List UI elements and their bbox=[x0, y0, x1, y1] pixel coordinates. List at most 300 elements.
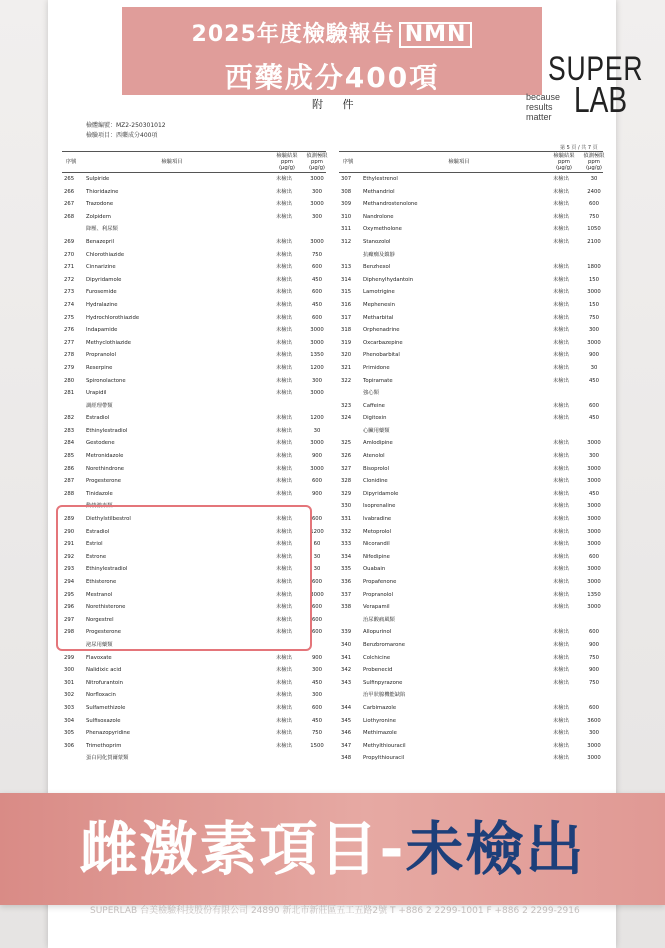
row-limit: 600 bbox=[311, 704, 323, 711]
row-result: 未檢出 bbox=[276, 251, 292, 258]
header-no: 序號 bbox=[342, 159, 354, 165]
row-number: 309 bbox=[341, 201, 352, 208]
row-result: 未檢出 bbox=[276, 289, 292, 296]
row-limit: 3000 bbox=[310, 327, 324, 334]
row-number: 332 bbox=[341, 528, 352, 535]
row-item-name: Propranolol bbox=[86, 352, 116, 359]
row-limit: 150 bbox=[588, 276, 600, 283]
banner-line-1 bbox=[122, 17, 542, 48]
row-number: 283 bbox=[64, 427, 75, 434]
row-number: 270 bbox=[64, 251, 75, 258]
table-row bbox=[339, 513, 603, 526]
row-number: 282 bbox=[64, 415, 75, 422]
row-limit: 300 bbox=[311, 188, 323, 195]
table-row bbox=[339, 677, 603, 690]
row-limit: 600 bbox=[588, 402, 600, 409]
row-result: 未檢出 bbox=[276, 692, 292, 699]
table-row bbox=[339, 601, 603, 614]
row-item-name: Topiramate bbox=[363, 377, 393, 384]
row-result: 未檢出 bbox=[276, 276, 292, 283]
row-limit: 3000 bbox=[587, 528, 601, 535]
row-limit: 600 bbox=[588, 201, 600, 208]
table-row bbox=[339, 286, 603, 299]
row-item-name: Methandriol bbox=[363, 188, 395, 195]
row-result: 未檢出 bbox=[276, 339, 292, 346]
row-limit: 3000 bbox=[310, 390, 324, 397]
row-item-name: Nitrofurantoin bbox=[86, 679, 123, 686]
company-footer: SUPERLAB 台美檢驗科技股份有限公司 24890 新北市新莊區五工五路2號 T +886 2 2299-1001 F +886 2 2299-2916 bbox=[90, 906, 580, 916]
row-result: 未檢出 bbox=[553, 667, 569, 674]
row-number: 269 bbox=[64, 238, 75, 245]
row-limit: 3000 bbox=[310, 201, 324, 208]
row-number: 290 bbox=[64, 528, 75, 535]
row-item-name: Estriol bbox=[86, 541, 103, 548]
row-result: 未檢出 bbox=[276, 238, 292, 245]
row-item-name: Ethinylestradiol bbox=[86, 427, 128, 434]
row-result: 未檢出 bbox=[276, 465, 292, 472]
table-row bbox=[62, 702, 326, 715]
table-row bbox=[62, 463, 326, 476]
row-item-name: 心臟用藥類 bbox=[363, 427, 390, 434]
row-limit: 750 bbox=[588, 213, 600, 220]
header-no: 序號 bbox=[65, 159, 77, 165]
table-row bbox=[62, 375, 326, 388]
row-item-name: Methimazole bbox=[363, 730, 397, 737]
row-limit: 1500 bbox=[310, 742, 324, 749]
table-row bbox=[62, 286, 326, 299]
row-item-name: Benzbromarone bbox=[363, 641, 406, 648]
row-result: 未檢出 bbox=[276, 176, 292, 182]
row-item-name: Orphenadrine bbox=[363, 327, 400, 334]
row-limit: 3000 bbox=[587, 465, 601, 472]
row-limit: 450 bbox=[311, 276, 323, 283]
row-limit: 600 bbox=[311, 616, 323, 623]
row-limit: 1350 bbox=[310, 352, 324, 359]
row-item-name: Metronidazole bbox=[86, 453, 124, 460]
row-number: 302 bbox=[64, 692, 75, 699]
row-item-name: Benzhexol bbox=[363, 264, 391, 271]
conclusion-label: 雌激素項目- bbox=[79, 815, 406, 883]
row-limit: 600 bbox=[311, 604, 323, 611]
row-result: 未檢出 bbox=[276, 591, 292, 598]
row-number: 308 bbox=[341, 188, 352, 195]
row-limit: 600 bbox=[311, 264, 323, 271]
rows-left bbox=[62, 173, 326, 765]
row-item-name: Furosemide bbox=[86, 289, 117, 296]
row-result: 未檢出 bbox=[553, 377, 569, 384]
row-number: 344 bbox=[341, 704, 352, 711]
row-item-name: Isoprenaline bbox=[363, 503, 396, 510]
row-result: 未檢出 bbox=[553, 453, 569, 460]
category-row bbox=[339, 689, 603, 702]
results-table-left bbox=[62, 151, 326, 765]
row-number: 311 bbox=[341, 226, 352, 233]
row-item-name: Caffeine bbox=[363, 402, 385, 409]
row-item-name: Ethinylestradiol bbox=[86, 566, 128, 573]
table-row bbox=[62, 211, 326, 224]
row-limit: 30 bbox=[590, 364, 598, 371]
row-limit: 900 bbox=[588, 352, 600, 359]
row-result: 未檢出 bbox=[276, 427, 292, 434]
conclusion-result: 未檢出 bbox=[405, 815, 586, 883]
table-row bbox=[339, 626, 603, 639]
table-row bbox=[339, 450, 603, 463]
row-limit: 3000 bbox=[587, 503, 601, 510]
table-row bbox=[339, 576, 603, 589]
table-row bbox=[339, 752, 603, 765]
table-row bbox=[339, 639, 603, 652]
row-result: 未檢出 bbox=[553, 516, 569, 523]
row-item-name: Clonidine bbox=[363, 478, 388, 485]
row-result: 未檢出 bbox=[276, 201, 292, 208]
row-item-name: Methyclothiazide bbox=[86, 339, 132, 346]
row-item-name: Phenobarbital bbox=[363, 352, 400, 359]
test-item: 檢驗項目：西藥成分400項 bbox=[86, 132, 158, 139]
superlab-logo bbox=[524, 50, 644, 122]
row-limit: 750 bbox=[588, 679, 600, 686]
row-item-name: Mephenesin bbox=[363, 301, 396, 308]
table-row bbox=[339, 702, 603, 715]
row-result: 未檢出 bbox=[276, 390, 292, 397]
row-limit: 3000 bbox=[587, 566, 601, 573]
row-result: 未檢出 bbox=[276, 717, 292, 724]
row-result: 未檢出 bbox=[276, 730, 292, 737]
row-limit: 1200 bbox=[310, 364, 324, 371]
row-limit: 300 bbox=[311, 377, 323, 384]
row-number: 343 bbox=[341, 679, 352, 686]
row-number: 297 bbox=[64, 616, 75, 623]
row-result: 未檢出 bbox=[276, 629, 292, 636]
row-limit: 450 bbox=[311, 301, 323, 308]
row-result: 未檢出 bbox=[553, 717, 569, 724]
row-number: 324 bbox=[341, 415, 352, 422]
row-number: 288 bbox=[64, 490, 75, 497]
row-limit: 600 bbox=[311, 478, 323, 485]
table-row bbox=[339, 437, 603, 450]
row-result: 未檢出 bbox=[276, 742, 292, 749]
table-row bbox=[339, 186, 603, 199]
table-row bbox=[339, 412, 603, 425]
row-number: 292 bbox=[64, 553, 75, 560]
row-result: 未檢出 bbox=[553, 591, 569, 598]
row-item-name: Cinnarizine bbox=[86, 264, 116, 271]
row-number: 341 bbox=[341, 654, 352, 661]
row-item-name: Estradiol bbox=[86, 415, 110, 422]
table-row bbox=[339, 337, 603, 350]
row-item-name: Atenolol bbox=[363, 453, 385, 460]
table-row bbox=[62, 299, 326, 312]
table-row bbox=[339, 362, 603, 375]
table-row bbox=[62, 312, 326, 325]
row-number: 300 bbox=[64, 667, 75, 674]
row-limit: 750 bbox=[588, 654, 600, 661]
row-result: 未檢出 bbox=[553, 201, 569, 208]
row-result: 未檢出 bbox=[553, 641, 569, 648]
row-result: 未檢出 bbox=[553, 415, 569, 422]
row-item-name: Oxcarbazepine bbox=[363, 339, 403, 346]
table-row bbox=[62, 249, 326, 262]
logo-lab: LAB bbox=[574, 79, 628, 120]
row-number: 296 bbox=[64, 604, 75, 611]
row-number: 277 bbox=[64, 339, 75, 346]
row-number: 339 bbox=[341, 629, 352, 636]
row-limit: 900 bbox=[311, 453, 323, 460]
category-row bbox=[339, 425, 603, 438]
title-banner bbox=[122, 7, 542, 95]
row-limit: 300 bbox=[588, 453, 600, 460]
row-number: 291 bbox=[64, 541, 75, 548]
row-limit: 3000 bbox=[587, 541, 601, 548]
row-number: 334 bbox=[341, 553, 352, 560]
row-number: 322 bbox=[341, 377, 352, 384]
table-row bbox=[339, 727, 603, 740]
row-item-name: Stanozolol bbox=[363, 238, 391, 245]
row-item-name: Flavoxate bbox=[86, 654, 112, 661]
row-result: 未檢出 bbox=[553, 226, 569, 233]
row-number: 301 bbox=[64, 679, 75, 686]
row-result: 未檢出 bbox=[276, 352, 292, 359]
row-limit: 30 bbox=[313, 566, 321, 573]
row-item-name: Sulfamethizole bbox=[86, 704, 126, 711]
row-item-name: Lamotrigine bbox=[363, 289, 395, 296]
row-limit: 300 bbox=[588, 327, 600, 334]
logo-tag-2: results bbox=[526, 102, 553, 112]
table-row bbox=[339, 312, 603, 325]
table-row bbox=[339, 563, 603, 576]
row-item-name: Urapidil bbox=[86, 390, 107, 397]
row-limit: 1050 bbox=[587, 226, 601, 233]
row-result: 未檢出 bbox=[553, 730, 569, 737]
table-row bbox=[62, 450, 326, 463]
row-limit: 600 bbox=[311, 579, 323, 585]
row-number: 327 bbox=[341, 465, 352, 472]
row-item-name: Sulpiride bbox=[86, 176, 110, 182]
row-item-name: Ethylestrenol bbox=[363, 176, 398, 182]
row-number: 330 bbox=[341, 503, 352, 510]
row-result: 未檢出 bbox=[553, 188, 569, 195]
table-row bbox=[62, 186, 326, 199]
row-number: 310 bbox=[341, 213, 352, 220]
row-item-name: Hydralazine bbox=[86, 301, 118, 308]
row-item-name: Ethisterone bbox=[86, 579, 117, 585]
row-result: 未檢出 bbox=[276, 364, 292, 371]
table-row bbox=[62, 324, 326, 337]
row-item-name: Propafenone bbox=[363, 579, 397, 585]
row-item-name: Phenazopyridine bbox=[86, 730, 131, 737]
row-limit: 3000 bbox=[310, 238, 324, 245]
table-row bbox=[339, 400, 603, 413]
row-number: 305 bbox=[64, 730, 75, 737]
row-result: 未檢出 bbox=[553, 654, 569, 661]
row-limit: 3000 bbox=[310, 440, 324, 447]
row-number: 267 bbox=[64, 201, 75, 208]
row-number: 293 bbox=[64, 566, 75, 573]
row-limit: 3000 bbox=[587, 742, 601, 749]
row-number: 284 bbox=[64, 440, 75, 447]
row-number: 273 bbox=[64, 289, 75, 296]
row-item-name: Allopurinol bbox=[363, 629, 392, 636]
row-item-name: Spironolactone bbox=[86, 377, 126, 384]
row-number: 285 bbox=[64, 453, 75, 460]
row-result: 未檢出 bbox=[276, 667, 292, 674]
row-result: 未檢出 bbox=[276, 579, 292, 585]
row-limit: 30 bbox=[590, 176, 598, 182]
row-limit: 3000 bbox=[310, 339, 324, 346]
table-row bbox=[339, 375, 603, 388]
row-item-name: 強心類 bbox=[363, 390, 379, 397]
row-item-name: Reserpine bbox=[86, 364, 113, 371]
row-limit: 450 bbox=[311, 717, 323, 724]
row-result: 未檢出 bbox=[276, 314, 292, 321]
row-limit: 3000 bbox=[587, 755, 601, 762]
row-limit: 900 bbox=[588, 667, 600, 674]
row-item-name: Verapamil bbox=[363, 604, 390, 611]
row-item-name: Chlorothiazide bbox=[86, 251, 125, 258]
row-item-name: Colchicine bbox=[363, 654, 391, 661]
category-row bbox=[62, 400, 326, 413]
table-row bbox=[339, 500, 603, 513]
table-row bbox=[339, 526, 603, 539]
row-item-name: Sulfinpyrazone bbox=[363, 679, 403, 686]
row-limit: 450 bbox=[588, 377, 600, 384]
row-item-name: Nifedipine bbox=[363, 553, 390, 560]
row-item-name: 調經理帶類 bbox=[86, 402, 113, 409]
row-number: 289 bbox=[64, 516, 75, 523]
row-result: 未檢出 bbox=[553, 742, 569, 749]
row-result: 未檢出 bbox=[553, 264, 569, 271]
conclusion-text bbox=[0, 793, 665, 905]
table-row bbox=[62, 412, 326, 425]
row-number: 276 bbox=[64, 327, 75, 334]
row-item-name: Nalidixic acid bbox=[86, 667, 122, 674]
table-row bbox=[339, 715, 603, 728]
row-item-name: Norethindrone bbox=[86, 465, 125, 472]
logo-super: SUPER bbox=[548, 50, 644, 88]
row-result: 未檢出 bbox=[553, 704, 569, 711]
row-number: 346 bbox=[341, 730, 352, 737]
row-item-name: Propylthiouracil bbox=[363, 755, 405, 762]
table-row bbox=[62, 652, 326, 665]
table-row bbox=[339, 349, 603, 362]
table-row bbox=[62, 236, 326, 249]
row-limit: 1350 bbox=[587, 591, 601, 598]
row-limit: 900 bbox=[311, 490, 323, 497]
table-row bbox=[339, 261, 603, 274]
row-limit: 600 bbox=[588, 553, 600, 560]
header-limit: 偵測極限 ppm (μg/g) bbox=[583, 153, 605, 171]
row-number: 314 bbox=[341, 276, 352, 283]
row-limit: 3000 bbox=[310, 465, 324, 472]
attachment-title: 附 件 bbox=[312, 98, 362, 111]
row-limit: 300 bbox=[311, 213, 323, 220]
table-row bbox=[339, 488, 603, 501]
row-number: 272 bbox=[64, 276, 75, 283]
category-row bbox=[339, 387, 603, 400]
row-limit: 450 bbox=[311, 679, 323, 686]
row-number: 335 bbox=[341, 566, 352, 573]
row-result: 未檢出 bbox=[553, 339, 569, 346]
row-limit: 600 bbox=[311, 289, 323, 296]
row-result: 未檢出 bbox=[276, 679, 292, 686]
rows-right bbox=[339, 173, 603, 765]
table-row bbox=[62, 274, 326, 287]
row-result: 未檢出 bbox=[553, 604, 569, 611]
table-row bbox=[339, 223, 603, 236]
row-item-name: Trazodone bbox=[86, 201, 114, 208]
row-number: 287 bbox=[64, 478, 75, 485]
row-result: 未檢出 bbox=[276, 377, 292, 384]
row-result: 未檢出 bbox=[553, 541, 569, 548]
category-row bbox=[62, 223, 326, 236]
row-result: 未檢出 bbox=[553, 553, 569, 560]
table-row bbox=[339, 551, 603, 564]
row-number: 348 bbox=[341, 755, 352, 762]
nmn-badge: NMN bbox=[399, 22, 473, 48]
row-result: 未檢出 bbox=[553, 528, 569, 535]
row-result: 未檢出 bbox=[276, 516, 292, 523]
row-item-name: Diphenylhydantoin bbox=[363, 276, 414, 283]
row-result: 未檢出 bbox=[276, 415, 292, 422]
row-item-name: Benazepril bbox=[86, 238, 115, 245]
row-item-name: Methandrostenolone bbox=[363, 201, 418, 208]
row-limit: 3000 bbox=[587, 440, 601, 447]
row-item-name: Ouabain bbox=[363, 566, 386, 573]
row-result: 未檢出 bbox=[553, 478, 569, 485]
row-result: 未檢出 bbox=[553, 314, 569, 321]
row-item-name: Nandrolone bbox=[363, 213, 394, 220]
row-number: 313 bbox=[341, 264, 352, 271]
row-number: 275 bbox=[64, 314, 75, 321]
row-limit: 600 bbox=[588, 629, 600, 636]
row-item-name: 治尿酸痛風類 bbox=[363, 616, 395, 623]
row-limit: 1200 bbox=[310, 415, 324, 422]
row-item-name: Liothyronine bbox=[363, 717, 396, 724]
table-row bbox=[62, 173, 326, 186]
row-number: 337 bbox=[341, 591, 352, 598]
row-item-name: Oxymetholone bbox=[363, 226, 402, 233]
table-row bbox=[339, 538, 603, 551]
row-limit: 3000 bbox=[587, 339, 601, 346]
row-result: 未檢出 bbox=[553, 289, 569, 296]
row-result: 未檢出 bbox=[553, 465, 569, 472]
row-item-name: 蛋白同化賀爾蒙類 bbox=[86, 755, 129, 762]
row-number: 307 bbox=[341, 176, 352, 182]
table-row bbox=[339, 299, 603, 312]
row-result: 未檢出 bbox=[276, 490, 292, 497]
header-result: 檢驗結果 ppm (μg/g) bbox=[553, 153, 575, 171]
table-row bbox=[62, 387, 326, 400]
table-row bbox=[339, 664, 603, 677]
table-row bbox=[339, 740, 603, 753]
row-limit: 450 bbox=[588, 490, 600, 497]
row-result: 未檢出 bbox=[276, 478, 292, 485]
table-row bbox=[339, 198, 603, 211]
row-limit: 300 bbox=[311, 692, 323, 699]
row-number: 281 bbox=[64, 390, 75, 397]
row-limit: 900 bbox=[588, 641, 600, 648]
row-number: 266 bbox=[64, 188, 75, 195]
row-number: 298 bbox=[64, 629, 75, 636]
row-number: 286 bbox=[64, 465, 75, 472]
row-number: 265 bbox=[64, 176, 75, 182]
row-result: 未檢出 bbox=[553, 490, 569, 497]
row-item-name: Bisoprolol bbox=[363, 465, 389, 472]
row-limit: 750 bbox=[588, 314, 600, 321]
row-limit: 750 bbox=[311, 730, 323, 737]
row-number: 320 bbox=[341, 352, 352, 359]
row-result: 未檢出 bbox=[553, 402, 569, 409]
row-result: 未檢出 bbox=[553, 238, 569, 245]
